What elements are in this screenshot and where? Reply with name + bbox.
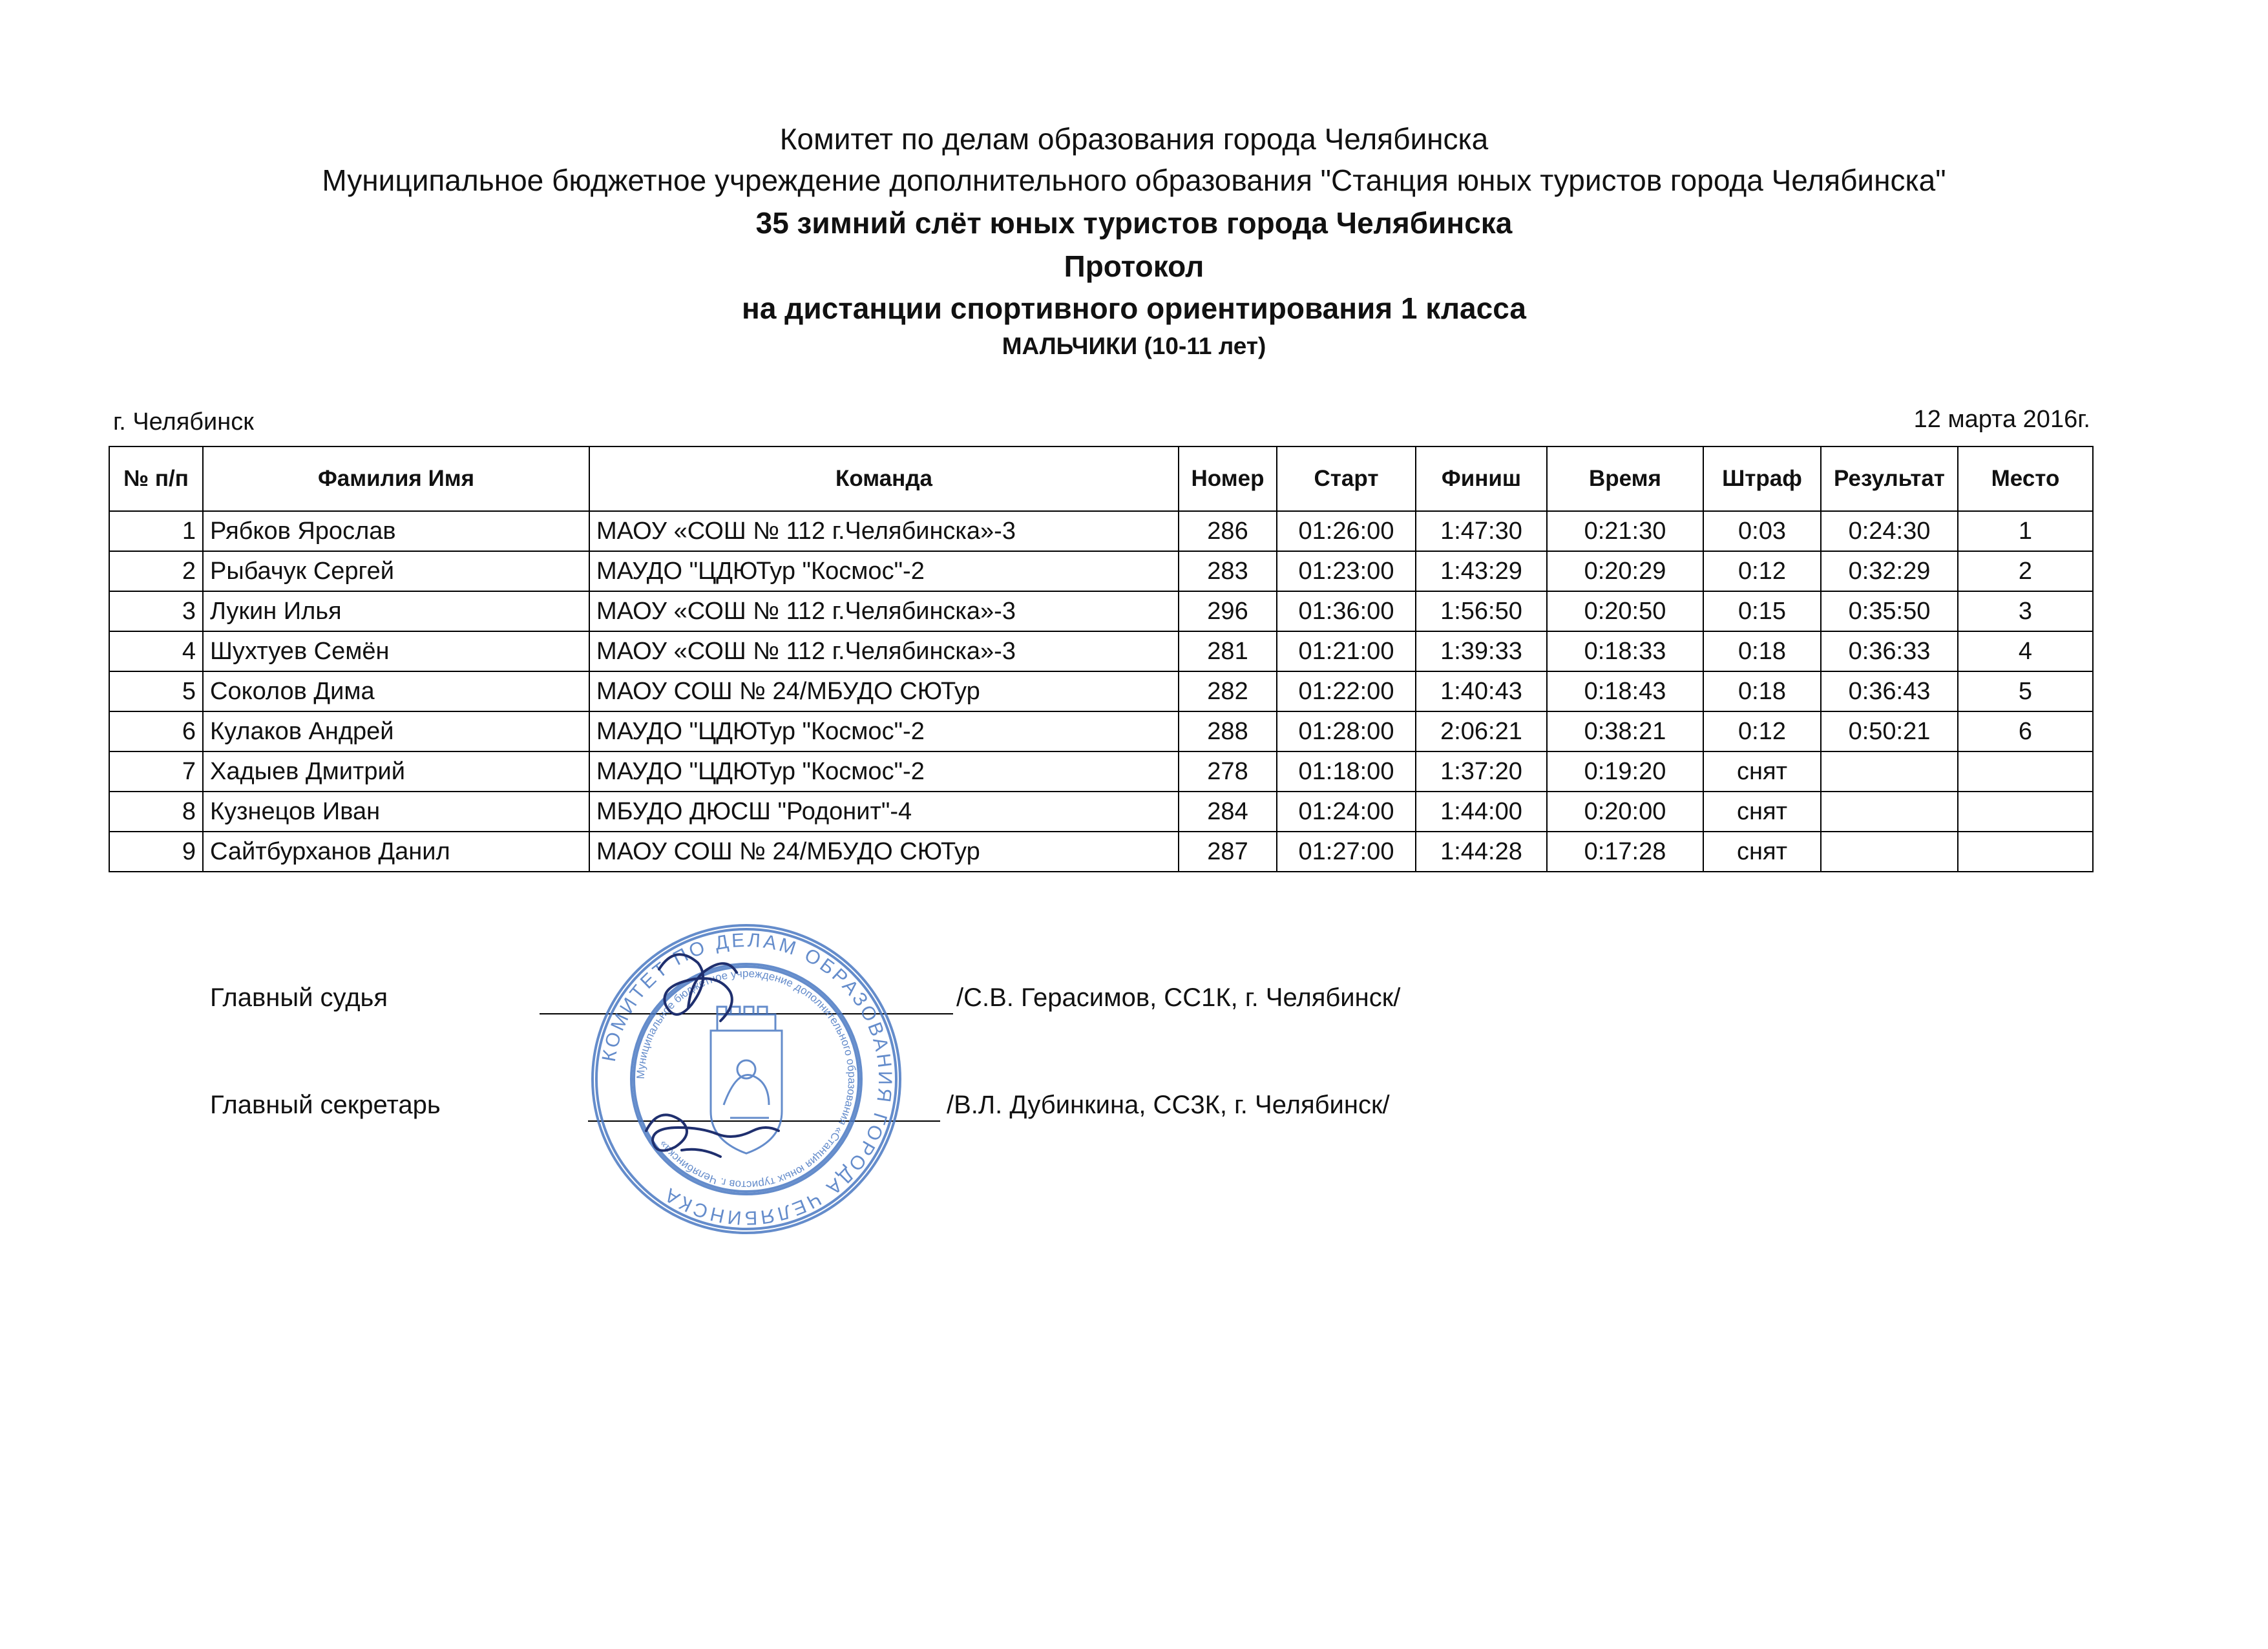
table-header-row	[109, 446, 2093, 511]
cell-team: МАОУ СОШ № 24/МБУДО СЮТур	[589, 832, 1179, 872]
cell-time: 0:20:50	[1547, 591, 1703, 631]
cell-time: 0:20:00	[1547, 792, 1703, 832]
cell-start: 01:21:00	[1277, 631, 1416, 671]
cell-place	[1958, 792, 2093, 832]
table-row	[109, 832, 2093, 872]
header-protocol: Протокол	[1064, 249, 1204, 283]
date-label: 12 марта 2016г.	[1913, 406, 2090, 433]
cell-number: 2	[109, 551, 203, 591]
cell-bib: 281	[1179, 631, 1277, 671]
cell-time: 0:18:43	[1547, 671, 1703, 711]
stamp-outer-text: КОМИТЕТ ПО ДЕЛАМ ОБРАЗОВАНИЯ ГОРОДА ЧЕЛЯБИНСКА	[598, 929, 896, 1229]
table-row	[109, 551, 2093, 591]
table-row	[109, 792, 2093, 832]
col-header-team: Команда	[589, 446, 1179, 511]
cell-bib: 284	[1179, 792, 1277, 832]
cell-number: 9	[109, 832, 203, 872]
col-header-name: Фамилия Имя	[203, 446, 589, 511]
cell-name: Кузнецов Иван	[203, 792, 589, 832]
chief-judge-name: /С.В. Герасимов, СС1К, г. Челябинск/	[956, 983, 1401, 1012]
cell-time: 0:21:30	[1547, 511, 1703, 551]
cell-finish: 1:39:33	[1416, 631, 1547, 671]
cell-start: 01:27:00	[1277, 832, 1416, 872]
cell-penalty: снят	[1703, 751, 1821, 792]
cell-finish: 1:56:50	[1416, 591, 1547, 631]
cell-name: Рыбачук Сергей	[203, 551, 589, 591]
cell-name: Кулаков Андрей	[203, 711, 589, 751]
cell-time: 0:18:33	[1547, 631, 1703, 671]
cell-penalty: 0:18	[1703, 631, 1821, 671]
cell-place	[1958, 832, 2093, 872]
cell-number: 7	[109, 751, 203, 792]
col-header-bib: Номер	[1179, 446, 1277, 511]
cell-name: Шухтуев Семён	[203, 631, 589, 671]
table-row	[109, 751, 2093, 792]
cell-bib: 286	[1179, 511, 1277, 551]
cell-number: 4	[109, 631, 203, 671]
cell-time: 0:20:29	[1547, 551, 1703, 591]
cell-place: 3	[1958, 591, 2093, 631]
cell-result	[1821, 751, 1958, 792]
table-row	[109, 511, 2093, 551]
cell-penalty: 0:03	[1703, 511, 1821, 551]
cell-bib: 287	[1179, 832, 1277, 872]
cell-time: 0:19:20	[1547, 751, 1703, 792]
header-distance: на дистанции спортивного ориентирования 1 класса	[742, 291, 1526, 325]
col-header-penalty: Штраф	[1703, 446, 1821, 511]
cell-result: 0:50:21	[1821, 711, 1958, 751]
cell-finish: 2:06:21	[1416, 711, 1547, 751]
cell-name: Рябков Ярослав	[203, 511, 589, 551]
cell-bib: 288	[1179, 711, 1277, 751]
cell-penalty: 0:18	[1703, 671, 1821, 711]
chief-secretary-label: Главный секретарь	[210, 1091, 441, 1119]
cell-name: Сайтбурханов Данил	[203, 832, 589, 872]
cell-team: МАУДО "ЦДЮТур "Космос"-2	[589, 711, 1179, 751]
header-institution: Муниципальное бюджетное учреждение дополнительного образования "Станция юных туристов города Челябинска"	[322, 163, 1946, 197]
cell-finish: 1:44:28	[1416, 832, 1547, 872]
cell-place: 2	[1958, 551, 2093, 591]
cell-penalty: 0:12	[1703, 711, 1821, 751]
cell-team: МБУДО ДЮСШ "Родонит"-4	[589, 792, 1179, 832]
cell-start: 01:24:00	[1277, 792, 1416, 832]
cell-number: 6	[109, 711, 203, 751]
cell-penalty: снят	[1703, 792, 1821, 832]
col-header-time: Время	[1547, 446, 1703, 511]
cell-number: 5	[109, 671, 203, 711]
cell-finish: 1:43:29	[1416, 551, 1547, 591]
cell-place: 6	[1958, 711, 2093, 751]
cell-team: МАУДО "ЦДЮТур "Космос"-2	[589, 551, 1179, 591]
cell-result: 0:35:50	[1821, 591, 1958, 631]
header-event: 35 зимний слёт юных туристов города Челябинска	[755, 206, 1513, 240]
table-row	[109, 671, 2093, 711]
cell-time: 0:17:28	[1547, 832, 1703, 872]
cell-finish: 1:47:30	[1416, 511, 1547, 551]
cell-bib: 296	[1179, 591, 1277, 631]
results-table	[109, 446, 2094, 872]
col-header-number: № п/п	[109, 446, 203, 511]
col-header-place: Место	[1958, 446, 2093, 511]
cell-number: 3	[109, 591, 203, 631]
col-header-finish: Финиш	[1416, 446, 1547, 511]
cell-start: 01:22:00	[1277, 671, 1416, 711]
cell-finish: 1:40:43	[1416, 671, 1547, 711]
cell-place: 4	[1958, 631, 2093, 671]
official-stamp	[585, 918, 908, 1241]
cell-finish: 1:37:20	[1416, 751, 1547, 792]
cell-finish: 1:44:00	[1416, 792, 1547, 832]
cell-start: 01:23:00	[1277, 551, 1416, 591]
col-header-start: Старт	[1277, 446, 1416, 511]
cell-team: МАОУ СОШ № 24/МБУДО СЮТур	[589, 671, 1179, 711]
chief-secretary-name: /В.Л. Дубинкина, СС3К, г. Челябинск/	[947, 1091, 1390, 1119]
col-header-result: Результат	[1821, 446, 1958, 511]
chief-judge-label: Главный судья	[210, 983, 388, 1012]
cell-start: 01:28:00	[1277, 711, 1416, 751]
cell-place: 1	[1958, 511, 2093, 551]
cell-start: 01:26:00	[1277, 511, 1416, 551]
cell-penalty: снят	[1703, 832, 1821, 872]
header-committee: Комитет по делам образования города Челябинска	[779, 122, 1489, 156]
cell-result: 0:36:33	[1821, 631, 1958, 671]
cell-start: 01:18:00	[1277, 751, 1416, 792]
place-label: г. Челябинск	[113, 408, 254, 436]
coat-of-arms-icon	[711, 1007, 782, 1153]
table-row	[109, 711, 2093, 751]
cell-place: 5	[1958, 671, 2093, 711]
table-row	[109, 591, 2093, 631]
cell-place	[1958, 751, 2093, 792]
cell-team: МАУДО "ЦДЮТур "Космос"-2	[589, 751, 1179, 792]
cell-penalty: 0:15	[1703, 591, 1821, 631]
cell-start: 01:36:00	[1277, 591, 1416, 631]
stamp-inner-text: Муниципальное бюджетное учреждение дополнительного образования «Станция юных туристов г. Челябинска»	[634, 967, 859, 1192]
cell-bib: 282	[1179, 671, 1277, 711]
cell-number: 8	[109, 792, 203, 832]
cell-name: Лукин Илья	[203, 591, 589, 631]
cell-penalty: 0:12	[1703, 551, 1821, 591]
cell-bib: 283	[1179, 551, 1277, 591]
cell-result	[1821, 832, 1958, 872]
cell-time: 0:38:21	[1547, 711, 1703, 751]
cell-name: Соколов Дима	[203, 671, 589, 711]
cell-team: МАОУ «СОШ № 112 г.Челябинска»-3	[589, 631, 1179, 671]
cell-team: МАОУ «СОШ № 112 г.Челябинска»-3	[589, 591, 1179, 631]
cell-result	[1821, 792, 1958, 832]
header-group: МАЛЬЧИКИ (10-11 лет)	[1002, 333, 1266, 359]
cell-name: Хадыев Дмитрий	[203, 751, 589, 792]
cell-result: 0:24:30	[1821, 511, 1958, 551]
cell-number: 1	[109, 511, 203, 551]
cell-result: 0:32:29	[1821, 551, 1958, 591]
table-row	[109, 631, 2093, 671]
cell-team: МАОУ «СОШ № 112 г.Челябинска»-3	[589, 511, 1179, 551]
cell-result: 0:36:43	[1821, 671, 1958, 711]
cell-bib: 278	[1179, 751, 1277, 792]
